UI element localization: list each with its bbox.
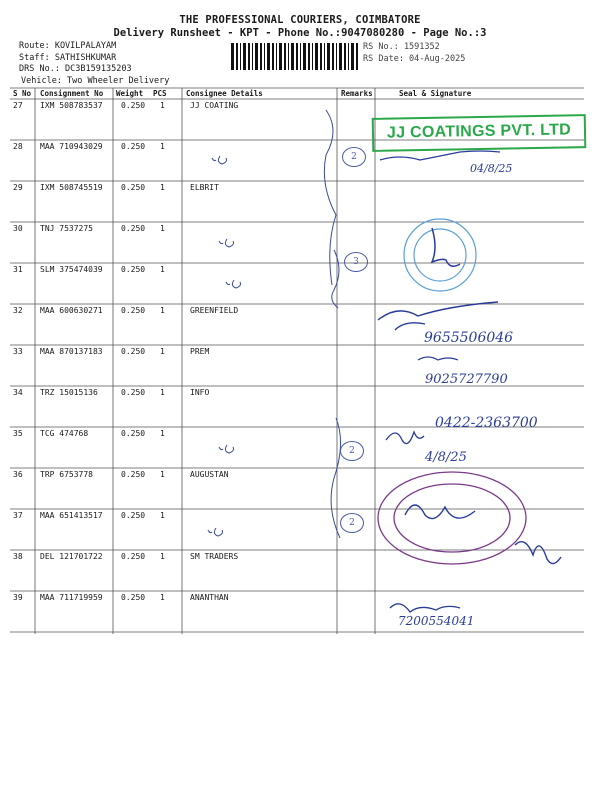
cell-consignment: IXM 508783537 xyxy=(40,101,103,110)
cell-consignment: MAA 710943029 xyxy=(40,142,103,151)
cell-weight: 0.250 xyxy=(121,224,146,233)
cell-consignee: GREENFIELD xyxy=(190,306,239,315)
cell-consignee: ANANTHAN xyxy=(190,593,229,602)
cell-consignment: IXM 508745519 xyxy=(40,183,103,192)
cell-weight: 0.250 xyxy=(121,306,146,315)
cell-consignment: TRZ 15015136 xyxy=(40,388,98,397)
cell-pcs: 1 xyxy=(160,552,165,561)
handwritten-phone-35: 0422-2363700 xyxy=(435,415,538,431)
cell-pcs: 1 xyxy=(160,265,165,274)
cell-pcs: 1 xyxy=(160,306,165,315)
cell-sno: 32 xyxy=(13,306,23,315)
runsheet-subtitle: Delivery Runsheet - KPT - Phone No.:9047080280 - Page No.:3 xyxy=(113,27,487,39)
cell-sno: 39 xyxy=(13,593,23,602)
cell-pcs: 1 xyxy=(160,347,165,356)
cell-weight: 0.250 xyxy=(121,511,146,520)
cell-consignee: ELBRIT xyxy=(190,183,219,192)
cell-pcs: 1 xyxy=(160,183,165,192)
cell-weight: 0.250 xyxy=(121,552,146,561)
col-header-pcs: PCS xyxy=(153,89,167,98)
cell-consignment: TCG 474768 xyxy=(40,429,89,438)
col-header-consignment: Consignment No xyxy=(40,89,104,98)
col-header-sno: S No xyxy=(13,89,32,98)
cell-weight: 0.250 xyxy=(121,470,146,479)
cell-consignment: TRP 6753778 xyxy=(40,470,93,479)
cell-consignment: TNJ 7537275 xyxy=(40,224,93,233)
cell-sno: 33 xyxy=(13,347,23,356)
cell-pcs: 1 xyxy=(160,470,165,479)
cell-sno: 36 xyxy=(13,470,23,479)
handwritten-date-28: 04/8/25 xyxy=(470,162,513,175)
cell-consignee: JJ COATING xyxy=(190,101,239,110)
cell-weight: 0.250 xyxy=(121,429,146,438)
cell-weight: 0.250 xyxy=(121,265,146,274)
cell-weight: 0.250 xyxy=(121,388,146,397)
col-header-consignee: Consignee Details xyxy=(186,89,263,98)
cell-sno: 30 xyxy=(13,224,23,233)
cell-pcs: 1 xyxy=(160,429,165,438)
remark-circle-28: 2 xyxy=(342,147,366,167)
col-header-weight: Weight xyxy=(116,89,144,98)
cell-pcs: 1 xyxy=(160,101,165,110)
signature-row33 xyxy=(418,357,458,360)
cell-weight: 0.250 xyxy=(121,347,146,356)
rs-date: RS Date: 04-Aug-2025 xyxy=(363,53,466,64)
signature-row28 xyxy=(380,151,500,160)
handwritten-phone-32: 9655506046 xyxy=(424,330,514,346)
drs-label: DRS No.: DC3B159135203 xyxy=(19,64,132,74)
remark-circle-31: 3 xyxy=(344,252,368,272)
handwritten-phone-33: 9025727790 xyxy=(425,372,508,387)
jj-coatings-stamp: JJ COATINGS PVT. LTD xyxy=(372,114,587,152)
cell-sno: 27 xyxy=(13,101,23,110)
cell-consignee: INFO xyxy=(190,388,210,397)
signature-row39 xyxy=(390,604,460,612)
col-header-remarks: Remarks xyxy=(341,89,373,98)
cell-sno: 31 xyxy=(13,265,23,274)
cell-pcs: 1 xyxy=(160,224,165,233)
seal-elbrit xyxy=(404,219,476,291)
remarks-brackets xyxy=(324,110,340,538)
tick-marks xyxy=(208,156,241,536)
vehicle-label: Vehicle: Two Wheeler Delivery xyxy=(21,75,170,86)
signature-row35 xyxy=(386,432,424,444)
signature-row38 xyxy=(515,542,561,564)
cell-sno: 37 xyxy=(13,511,23,520)
route-label: Route: KOVILPALAYAM xyxy=(19,41,117,51)
cell-consignee: PREM xyxy=(190,347,210,356)
handwritten-date-35: 4/8/25 xyxy=(425,450,467,465)
cell-consignment: DEL 121701722 xyxy=(40,552,103,561)
staff-label: Staff: SATHISHKUMAR xyxy=(19,52,117,63)
company-title: THE PROFESSIONAL COURIERS, COIMBATORE xyxy=(179,14,421,26)
cell-pcs: 1 xyxy=(160,142,165,151)
cell-weight: 0.250 xyxy=(121,183,146,192)
remark-circle-37: 2 xyxy=(340,513,364,533)
cell-sno: 35 xyxy=(13,429,23,438)
cell-pcs: 1 xyxy=(160,388,165,397)
cell-sno: 38 xyxy=(13,552,23,561)
cell-sno: 28 xyxy=(13,142,23,151)
cell-consignment: MAA 651413517 xyxy=(40,511,103,520)
cell-pcs: 1 xyxy=(160,593,165,602)
cell-consignee: AUGUSTAN xyxy=(190,470,229,479)
signature-row32 xyxy=(378,302,498,330)
handwritten-phone-39: 7200554041 xyxy=(398,614,475,628)
cell-weight: 0.250 xyxy=(121,142,146,151)
cell-sno: 29 xyxy=(13,183,23,192)
col-header-seal: Seal & Signature xyxy=(399,89,472,98)
cell-consignment: MAA 870137183 xyxy=(40,347,103,356)
cell-consignee: SM TRADERS xyxy=(190,552,239,561)
cell-consignment: MAA 711719959 xyxy=(40,593,103,602)
cell-weight: 0.250 xyxy=(121,593,146,602)
cell-pcs: 1 xyxy=(160,511,165,520)
rs-number: RS No.: 1591352 xyxy=(363,42,440,52)
remark-circle-35: 2 xyxy=(340,441,364,461)
seal-augustan xyxy=(378,472,526,564)
cell-consignment: SLM 375474039 xyxy=(40,265,103,274)
cell-weight: 0.250 xyxy=(121,101,146,110)
signature-augustan xyxy=(405,505,475,519)
cell-consignment: MAA 600630271 xyxy=(40,306,103,315)
cell-sno: 34 xyxy=(13,388,23,397)
